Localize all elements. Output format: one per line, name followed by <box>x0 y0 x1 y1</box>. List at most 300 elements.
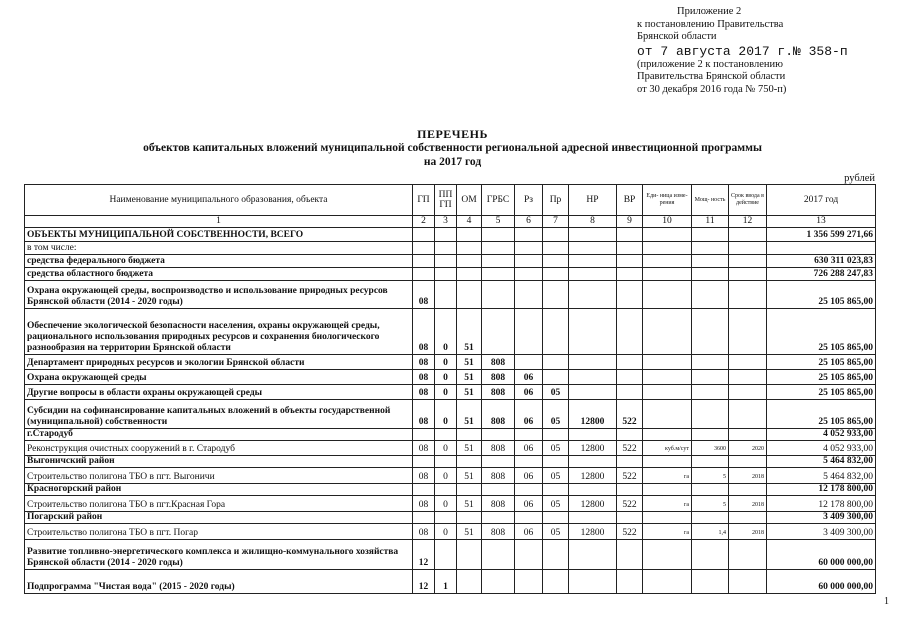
gp-cell: 08 <box>413 441 435 456</box>
amount-cell: 25 105 865,00 <box>767 281 876 309</box>
table-row <box>25 512 876 524</box>
term-cell <box>729 429 767 441</box>
ppgp-cell <box>435 281 457 309</box>
grbs-cell <box>482 268 515 281</box>
cap-cell <box>692 281 729 309</box>
document-title: ПЕРЕЧЕНЬ <box>417 127 488 141</box>
gp-cell <box>413 228 435 242</box>
pr-cell <box>543 540 569 570</box>
object-name-cell: Выгоничский район <box>25 456 413 468</box>
ppgp-cell: 0 <box>435 468 457 484</box>
om-cell <box>457 268 482 281</box>
vr-cell <box>617 309 643 355</box>
vr-cell: 522 <box>617 468 643 484</box>
table-row <box>25 468 876 484</box>
ppgp-cell: 0 <box>435 400 457 429</box>
term-cell <box>729 385 767 400</box>
rz-cell <box>515 281 543 309</box>
gp-cell: 08 <box>413 370 435 385</box>
ppgp-cell <box>435 429 457 441</box>
ppgp-cell: 0 <box>435 309 457 355</box>
vr-cell <box>617 484 643 496</box>
nr-cell <box>569 242 617 255</box>
om-cell: 51 <box>457 524 482 540</box>
rz-cell: 06 <box>515 400 543 429</box>
unit-cell <box>643 400 692 429</box>
term-cell: 2018 <box>729 496 767 512</box>
vr-cell: 522 <box>617 400 643 429</box>
nr-cell <box>569 429 617 441</box>
object-name-cell: Развитие топливно-энергетического комплекса и жилищно-коммунального хозяйства Брянской области (2014 - 2020 годы) <box>25 540 413 570</box>
grbs-cell: 808 <box>482 400 515 429</box>
unit-cell <box>643 242 692 255</box>
vr-cell <box>617 385 643 400</box>
term-cell <box>729 540 767 570</box>
ppgp-cell <box>435 242 457 255</box>
term-cell: 2018 <box>729 468 767 484</box>
document-year: на 2017 год <box>423 156 482 168</box>
gp-cell: 08 <box>413 400 435 429</box>
nr-cell: 12800 <box>569 524 617 540</box>
cap-cell <box>692 242 729 255</box>
om-cell <box>457 281 482 309</box>
nr-cell: 12800 <box>569 441 617 456</box>
term-cell <box>729 242 767 255</box>
cap-cell <box>692 484 729 496</box>
gp-cell <box>413 429 435 441</box>
amount-cell: 5 464 832,00 <box>767 456 876 468</box>
rz-cell <box>515 355 543 370</box>
cap-cell: 5 <box>692 496 729 512</box>
pr-cell: 05 <box>543 441 569 456</box>
pr-cell <box>543 484 569 496</box>
nr-cell <box>569 456 617 468</box>
vr-cell <box>617 370 643 385</box>
cap-cell <box>692 540 729 570</box>
approval-line-1: Приложение 2 <box>677 6 742 17</box>
grbs-cell <box>482 484 515 496</box>
column-number-row <box>25 216 876 228</box>
header-cell: ГП <box>413 185 435 216</box>
table-row <box>25 496 876 512</box>
cap-cell <box>692 255 729 268</box>
term-cell <box>729 355 767 370</box>
nr-cell: 12800 <box>569 468 617 484</box>
object-name-cell: Обеспечение экологической безопасности населения, охраны окружающей среды, рационального использования природных ресурсов и сохранения биологического разнообразия на территории Брянской области <box>25 309 413 355</box>
object-name-cell: Подпрограмма "Чистая вода" (2015 - 2020 годы) <box>25 570 413 594</box>
pr-cell <box>543 268 569 281</box>
object-name-cell: Реконструкция очистных сооружений в г. Стародуб <box>25 441 413 456</box>
pr-cell <box>543 228 569 242</box>
cap-cell <box>692 268 729 281</box>
pr-cell <box>543 429 569 441</box>
unit-cell <box>643 370 692 385</box>
amount-cell: 12 178 800,00 <box>767 496 876 512</box>
header-cell: Мощ- ность <box>692 185 729 216</box>
rz-cell: 06 <box>515 370 543 385</box>
grbs-cell: 808 <box>482 496 515 512</box>
unit-cell <box>643 268 692 281</box>
nr-cell: 12800 <box>569 496 617 512</box>
unit-cell: га <box>643 496 692 512</box>
object-name-cell: Погарский район <box>25 512 413 524</box>
page-number: 1 <box>884 596 889 607</box>
unit-cell <box>643 456 692 468</box>
ppgp-cell: 0 <box>435 355 457 370</box>
column-number: 3 <box>435 216 457 228</box>
header-cell: ВР <box>617 185 643 216</box>
grbs-cell <box>482 309 515 355</box>
table-row <box>25 355 876 370</box>
rz-cell <box>515 512 543 524</box>
nr-cell: 12800 <box>569 400 617 429</box>
nr-cell <box>569 570 617 594</box>
grbs-cell <box>482 512 515 524</box>
amount-cell: 12 178 800,00 <box>767 484 876 496</box>
object-name-cell: Охрана окружающей среды <box>25 370 413 385</box>
column-number: 6 <box>515 216 543 228</box>
vr-cell <box>617 268 643 281</box>
ppgp-cell: 0 <box>435 385 457 400</box>
rz-cell: 06 <box>515 385 543 400</box>
approval-line-7: от 30 декабря 2016 года № 750-п) <box>637 83 787 95</box>
rz-cell: 06 <box>515 496 543 512</box>
object-name-cell: в том числе: <box>25 242 413 255</box>
gp-cell <box>413 484 435 496</box>
nr-cell <box>569 268 617 281</box>
approval-line-5: (приложение 2 к постановлению <box>637 58 783 70</box>
unit-cell <box>643 512 692 524</box>
unit-cell <box>643 281 692 309</box>
ppgp-cell <box>435 228 457 242</box>
amount-cell: 25 105 865,00 <box>767 385 876 400</box>
om-cell <box>457 512 482 524</box>
nr-cell <box>569 355 617 370</box>
pr-cell <box>543 309 569 355</box>
pr-cell <box>543 255 569 268</box>
term-cell <box>729 281 767 309</box>
cap-cell <box>692 370 729 385</box>
amount-cell: 25 105 865,00 <box>767 370 876 385</box>
cap-cell: 1,4 <box>692 524 729 540</box>
vr-cell <box>617 281 643 309</box>
rz-cell <box>515 309 543 355</box>
nr-cell <box>569 512 617 524</box>
pr-cell: 05 <box>543 385 569 400</box>
cap-cell <box>692 228 729 242</box>
column-number: 11 <box>692 216 729 228</box>
column-number: 2 <box>413 216 435 228</box>
pr-cell <box>543 570 569 594</box>
term-cell <box>729 400 767 429</box>
grbs-cell: 808 <box>482 524 515 540</box>
vr-cell <box>617 355 643 370</box>
pr-cell <box>543 456 569 468</box>
grbs-cell: 808 <box>482 355 515 370</box>
cap-cell <box>692 512 729 524</box>
vr-cell <box>617 429 643 441</box>
column-number: 12 <box>729 216 767 228</box>
cap-cell: 3600 <box>692 441 729 456</box>
table-row <box>25 309 876 355</box>
object-name-cell: Красногорский район <box>25 484 413 496</box>
nr-cell <box>569 370 617 385</box>
om-cell: 51 <box>457 385 482 400</box>
vr-cell: 522 <box>617 524 643 540</box>
gp-cell: 12 <box>413 540 435 570</box>
object-name-cell: Департамент природных ресурсов и экологии Брянской области <box>25 355 413 370</box>
nr-cell <box>569 385 617 400</box>
ppgp-cell: 0 <box>435 441 457 456</box>
object-name-cell: средства федерального бюджета <box>25 255 413 268</box>
om-cell <box>457 429 482 441</box>
header-row <box>25 185 876 216</box>
object-name-cell: г.Стародуб <box>25 429 413 441</box>
grbs-cell <box>482 281 515 309</box>
grbs-cell <box>482 228 515 242</box>
approval-block <box>637 6 877 96</box>
ppgp-cell: 0 <box>435 370 457 385</box>
nr-cell <box>569 255 617 268</box>
object-name-cell: Другие вопросы в области охраны окружающей среды <box>25 385 413 400</box>
grbs-cell: 808 <box>482 468 515 484</box>
term-cell <box>729 255 767 268</box>
vr-cell <box>617 456 643 468</box>
amount-cell: 726 288 247,83 <box>767 268 876 281</box>
gp-cell: 08 <box>413 496 435 512</box>
amount-cell: 1 356 599 271,66 <box>767 228 876 242</box>
amount-cell: 25 105 865,00 <box>767 400 876 429</box>
gp-cell: 08 <box>413 385 435 400</box>
gp-cell: 08 <box>413 281 435 309</box>
cap-cell <box>692 429 729 441</box>
term-cell: 2020 <box>729 441 767 456</box>
ppgp-cell <box>435 540 457 570</box>
pr-cell <box>543 512 569 524</box>
table-row <box>25 570 876 594</box>
ppgp-cell <box>435 484 457 496</box>
unit-cell: га <box>643 524 692 540</box>
unit-cell <box>643 429 692 441</box>
cap-cell <box>692 385 729 400</box>
rz-cell <box>515 540 543 570</box>
pr-cell <box>543 355 569 370</box>
header-cell: Пр <box>543 185 569 216</box>
amount-cell: 5 464 832,00 <box>767 468 876 484</box>
term-cell <box>729 370 767 385</box>
ppgp-cell <box>435 268 457 281</box>
vr-cell: 522 <box>617 441 643 456</box>
table-row <box>25 429 876 441</box>
rz-cell <box>515 429 543 441</box>
cap-cell <box>692 570 729 594</box>
nr-cell <box>569 281 617 309</box>
currency-label: рублей <box>844 173 875 184</box>
gp-cell <box>413 255 435 268</box>
object-name-cell: ОБЪЕКТЫ МУНИЦИПАЛЬНОЙ СОБСТВЕННОСТИ, ВСЕГО <box>25 228 413 242</box>
pr-cell: 05 <box>543 524 569 540</box>
header-cell: Наименование муниципального образования, объекта <box>25 185 413 216</box>
object-name-cell: Строительство полигона ТБО в пгт. Выгоничи <box>25 468 413 484</box>
pr-cell: 05 <box>543 496 569 512</box>
om-cell: 51 <box>457 441 482 456</box>
grbs-cell <box>482 242 515 255</box>
nr-cell <box>569 484 617 496</box>
unit-cell <box>643 385 692 400</box>
grbs-cell <box>482 255 515 268</box>
unit-cell <box>643 570 692 594</box>
table-row <box>25 228 876 242</box>
table-row <box>25 484 876 496</box>
term-cell <box>729 309 767 355</box>
term-cell <box>729 484 767 496</box>
column-number: 8 <box>569 216 617 228</box>
column-number: 9 <box>617 216 643 228</box>
term-cell <box>729 228 767 242</box>
vr-cell: 522 <box>617 496 643 512</box>
pr-cell: 05 <box>543 468 569 484</box>
rz-cell <box>515 255 543 268</box>
object-name-cell: Строительство полигона ТБО в пгт. Погар <box>25 524 413 540</box>
om-cell: 51 <box>457 309 482 355</box>
ppgp-cell: 1 <box>435 570 457 594</box>
header-cell: Срок ввода в действие <box>729 185 767 216</box>
cap-cell <box>692 456 729 468</box>
vr-cell <box>617 255 643 268</box>
rz-cell <box>515 570 543 594</box>
header-cell: ГРБС <box>482 185 515 216</box>
vr-cell <box>617 228 643 242</box>
om-cell: 51 <box>457 400 482 429</box>
ppgp-cell <box>435 512 457 524</box>
amount-cell: 4 052 933,00 <box>767 429 876 441</box>
ppgp-cell <box>435 456 457 468</box>
rz-cell <box>515 268 543 281</box>
gp-cell: 08 <box>413 468 435 484</box>
table-row <box>25 242 876 255</box>
grbs-cell: 808 <box>482 441 515 456</box>
term-cell: 2018 <box>729 524 767 540</box>
rz-cell: 06 <box>515 524 543 540</box>
ppgp-cell: 0 <box>435 524 457 540</box>
cap-cell <box>692 355 729 370</box>
grbs-cell <box>482 540 515 570</box>
amount-cell: 25 105 865,00 <box>767 355 876 370</box>
om-cell: 51 <box>457 468 482 484</box>
gp-cell: 12 <box>413 570 435 594</box>
investment-table <box>24 184 876 594</box>
column-number: 10 <box>643 216 692 228</box>
amount-cell <box>767 242 876 255</box>
table-row <box>25 255 876 268</box>
term-cell <box>729 512 767 524</box>
column-number: 7 <box>543 216 569 228</box>
table-row <box>25 400 876 429</box>
vr-cell <box>617 512 643 524</box>
column-number: 4 <box>457 216 482 228</box>
approval-line-6: Правительства Брянской области <box>637 71 786 82</box>
document-subtitle: объектов капитальных вложений муниципальной собственности региональной адресной инвестиционной программы <box>143 142 762 154</box>
om-cell: 51 <box>457 355 482 370</box>
om-cell <box>457 540 482 570</box>
cap-cell <box>692 309 729 355</box>
pr-cell <box>543 281 569 309</box>
table-row <box>25 524 876 540</box>
om-cell <box>457 456 482 468</box>
header-cell: Еди- ница изме- рения <box>643 185 692 216</box>
column-number: 1 <box>25 216 413 228</box>
rz-cell <box>515 242 543 255</box>
table-row <box>25 456 876 468</box>
object-name-cell: средства областного бюджета <box>25 268 413 281</box>
unit-cell <box>643 309 692 355</box>
om-cell <box>457 570 482 594</box>
vr-cell <box>617 540 643 570</box>
om-cell <box>457 242 482 255</box>
rz-cell: 06 <box>515 468 543 484</box>
amount-cell: 60 000 000,00 <box>767 570 876 594</box>
table-row <box>25 281 876 309</box>
rz-cell: 06 <box>515 441 543 456</box>
gp-cell: 08 <box>413 524 435 540</box>
table-row <box>25 268 876 281</box>
header-cell: ППГП <box>435 185 457 216</box>
nr-cell <box>569 309 617 355</box>
pr-cell <box>543 370 569 385</box>
header-cell: НР <box>569 185 617 216</box>
rz-cell <box>515 456 543 468</box>
grbs-cell: 808 <box>482 385 515 400</box>
unit-cell <box>643 484 692 496</box>
ppgp-cell: 0 <box>435 496 457 512</box>
approval-line-3: Брянской области <box>637 31 717 42</box>
nr-cell <box>569 540 617 570</box>
unit-cell: га <box>643 468 692 484</box>
vr-cell <box>617 570 643 594</box>
vr-cell <box>617 242 643 255</box>
object-name-cell: Субсидии на софинансирование капитальных вложений в объекты государственной (муниципальной) собственности <box>25 400 413 429</box>
table-row <box>25 441 876 456</box>
column-number: 5 <box>482 216 515 228</box>
term-cell <box>729 268 767 281</box>
gp-cell <box>413 456 435 468</box>
gp-cell <box>413 512 435 524</box>
ppgp-cell <box>435 255 457 268</box>
pr-cell: 05 <box>543 400 569 429</box>
amount-cell: 630 311 023,83 <box>767 255 876 268</box>
cap-cell: 5 <box>692 468 729 484</box>
grbs-cell <box>482 456 515 468</box>
approval-line-2: к постановлению Правительства <box>637 18 784 30</box>
om-cell <box>457 228 482 242</box>
amount-cell: 60 000 000,00 <box>767 540 876 570</box>
gp-cell: 08 <box>413 309 435 355</box>
om-cell: 51 <box>457 496 482 512</box>
table-row <box>25 370 876 385</box>
rz-cell <box>515 484 543 496</box>
pr-cell <box>543 242 569 255</box>
unit-cell <box>643 255 692 268</box>
unit-cell <box>643 228 692 242</box>
rz-cell <box>515 228 543 242</box>
amount-cell: 3 409 300,00 <box>767 524 876 540</box>
grbs-cell <box>482 570 515 594</box>
om-cell: 51 <box>457 370 482 385</box>
amount-cell: 3 409 300,00 <box>767 512 876 524</box>
om-cell <box>457 255 482 268</box>
gp-cell <box>413 242 435 255</box>
approval-line-4: от 7 августа 2017 г.№ 358-п <box>637 43 848 59</box>
